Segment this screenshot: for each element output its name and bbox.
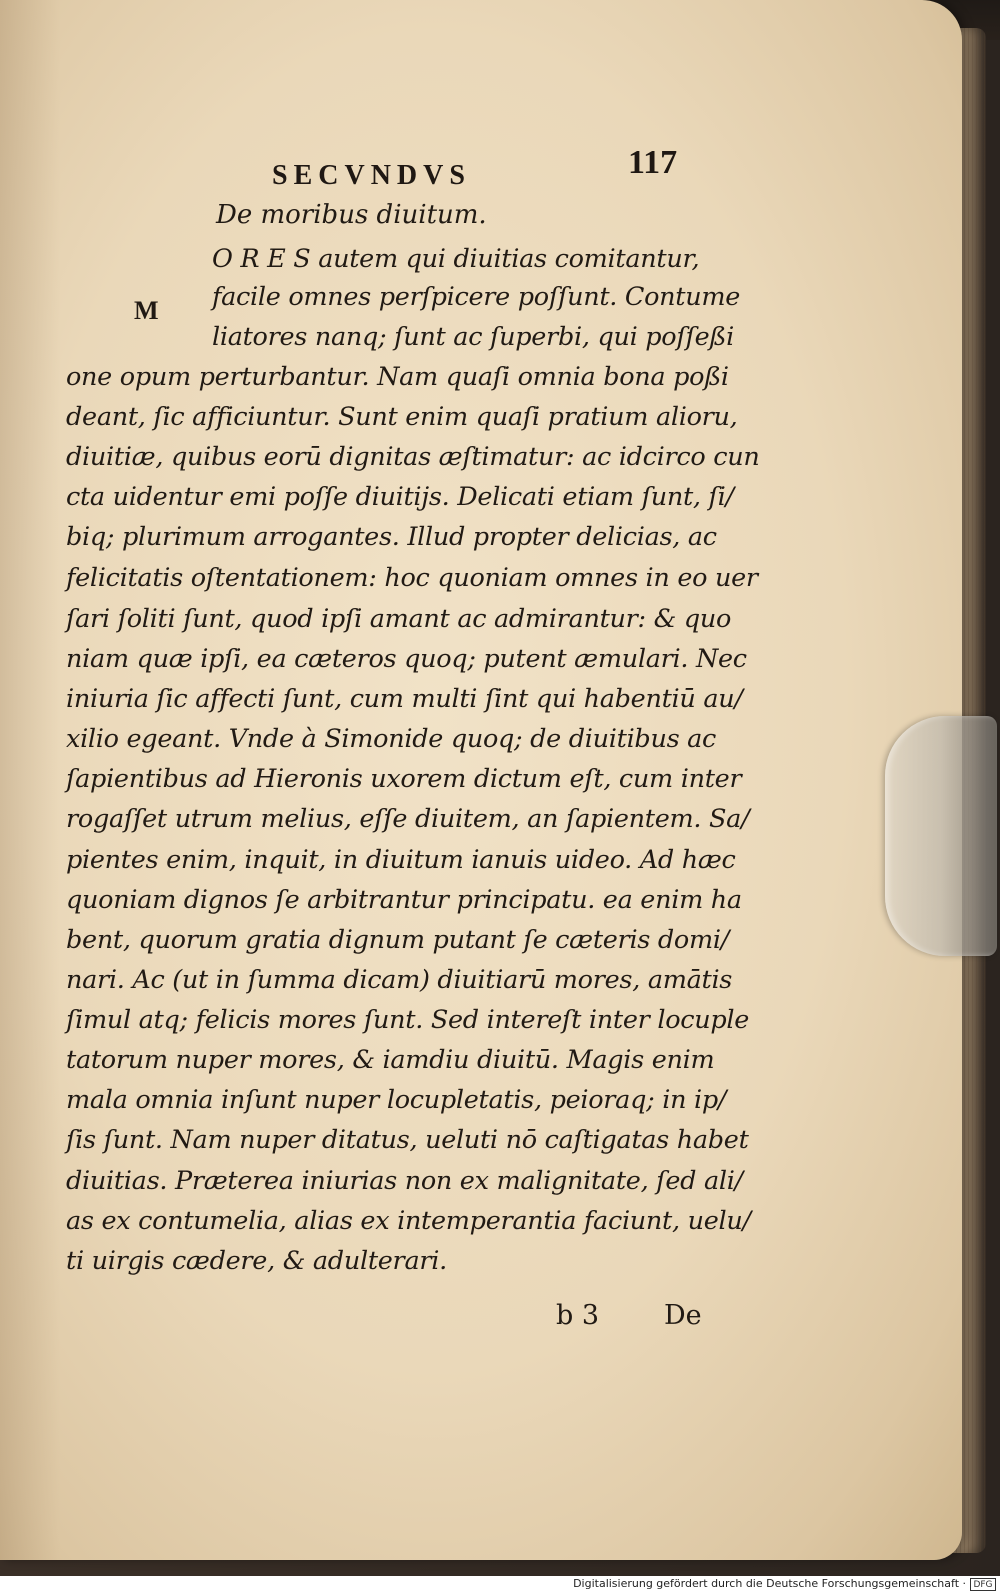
text-line: ſari ſoliti ſunt, quod ipſi amant ac admirantur: & quo xyxy=(66,604,732,634)
text-line: niam quæ ipſi, ea cæteros quoq; putent æmulari. Nec xyxy=(66,644,747,674)
text-line: iniuria ſic affecti ſunt, cum multi ſint qui habentiū au/ xyxy=(66,684,743,714)
text-line: bent, quorum gratia dignum putant ſe cæteris domi/ xyxy=(66,925,729,955)
text-line: O R E S autem qui diuitias comitantur, xyxy=(212,244,700,274)
text-line: deant, ſic afficiuntur. Sunt enim quaſi pratium alioru, xyxy=(66,402,738,432)
chapter-heading: De moribus diuitum. xyxy=(216,200,487,230)
text-line: ſapientibus ad Hieronis uxorem dictum eſt, cum inter xyxy=(66,764,742,794)
text-line: ſis ſunt. Nam nuper ditatus, ueluti nō caſtigatas habet xyxy=(66,1125,749,1155)
text-line: one opum perturbantur. Nam quaſi omnia bona poßi xyxy=(66,362,729,392)
text-line: biq; plurimum arrogantes. Illud propter delicias, ac xyxy=(66,522,717,552)
dfg-logo: DFG xyxy=(970,1578,996,1591)
text-line: as ex contumelia, alias ex intemperantia faciunt, uelu/ xyxy=(66,1206,751,1236)
running-head: SECVNDVS xyxy=(272,160,471,191)
text-line: nari. Ac (ut in ſumma dicam) diuitiarū mores, amātis xyxy=(66,965,733,995)
text-line: cta uidentur emi poſſe diuitijs. Delicati etiam ſunt, ſi/ xyxy=(66,482,734,512)
text-line: diuitias. Præterea iniurias non ex malignitate, ſed ali/ xyxy=(66,1166,743,1196)
text-line: diuitiæ, quibus eorū dignitas æſtimatur: ac idcirco cun xyxy=(66,442,760,472)
text-line: rogaſſet utrum melius, eſſe diuitem, an ſapientem. Sa/ xyxy=(66,804,750,834)
text-line: quoniam dignos ſe arbitrantur principatu. ea enim ha xyxy=(66,885,742,915)
catchword: De xyxy=(664,1300,702,1331)
text-line: xilio egeant. Vnde à Simonide quoq; de diuitibus ac xyxy=(66,724,717,754)
signature-mark: b 3 xyxy=(556,1300,600,1331)
text-line: pientes enim, inquit, in diuitum ianuis uideo. Ad hæc xyxy=(66,845,736,875)
footer-credit: Digitalisierung gefördert durch die Deutsche Forschungsgemeinschaft · xyxy=(573,1577,966,1590)
page-number: 117 xyxy=(628,144,678,181)
text-line: liatores nanq; ſunt ac ſuperbi, qui poſſeßi xyxy=(212,322,734,352)
text-line: facile omnes perſpicere poſſunt. Contume xyxy=(212,282,741,312)
text-line: mala omnia inſunt nuper locupletatis, peioraq; in ip/ xyxy=(66,1085,727,1115)
page-clip xyxy=(885,716,997,956)
initial-letter: M xyxy=(134,296,159,325)
text-line: ti uirgis cædere, & adulterari. xyxy=(66,1246,447,1276)
text-line: felicitatis oſtentationem: hoc quoniam omnes in eo uer xyxy=(66,563,758,593)
text-line: tatorum nuper mores, & iamdiu diuitū. Magis enim xyxy=(66,1045,715,1075)
text-line: ſimul atq; felicis mores ſunt. Sed intereſt inter locuple xyxy=(66,1005,750,1035)
